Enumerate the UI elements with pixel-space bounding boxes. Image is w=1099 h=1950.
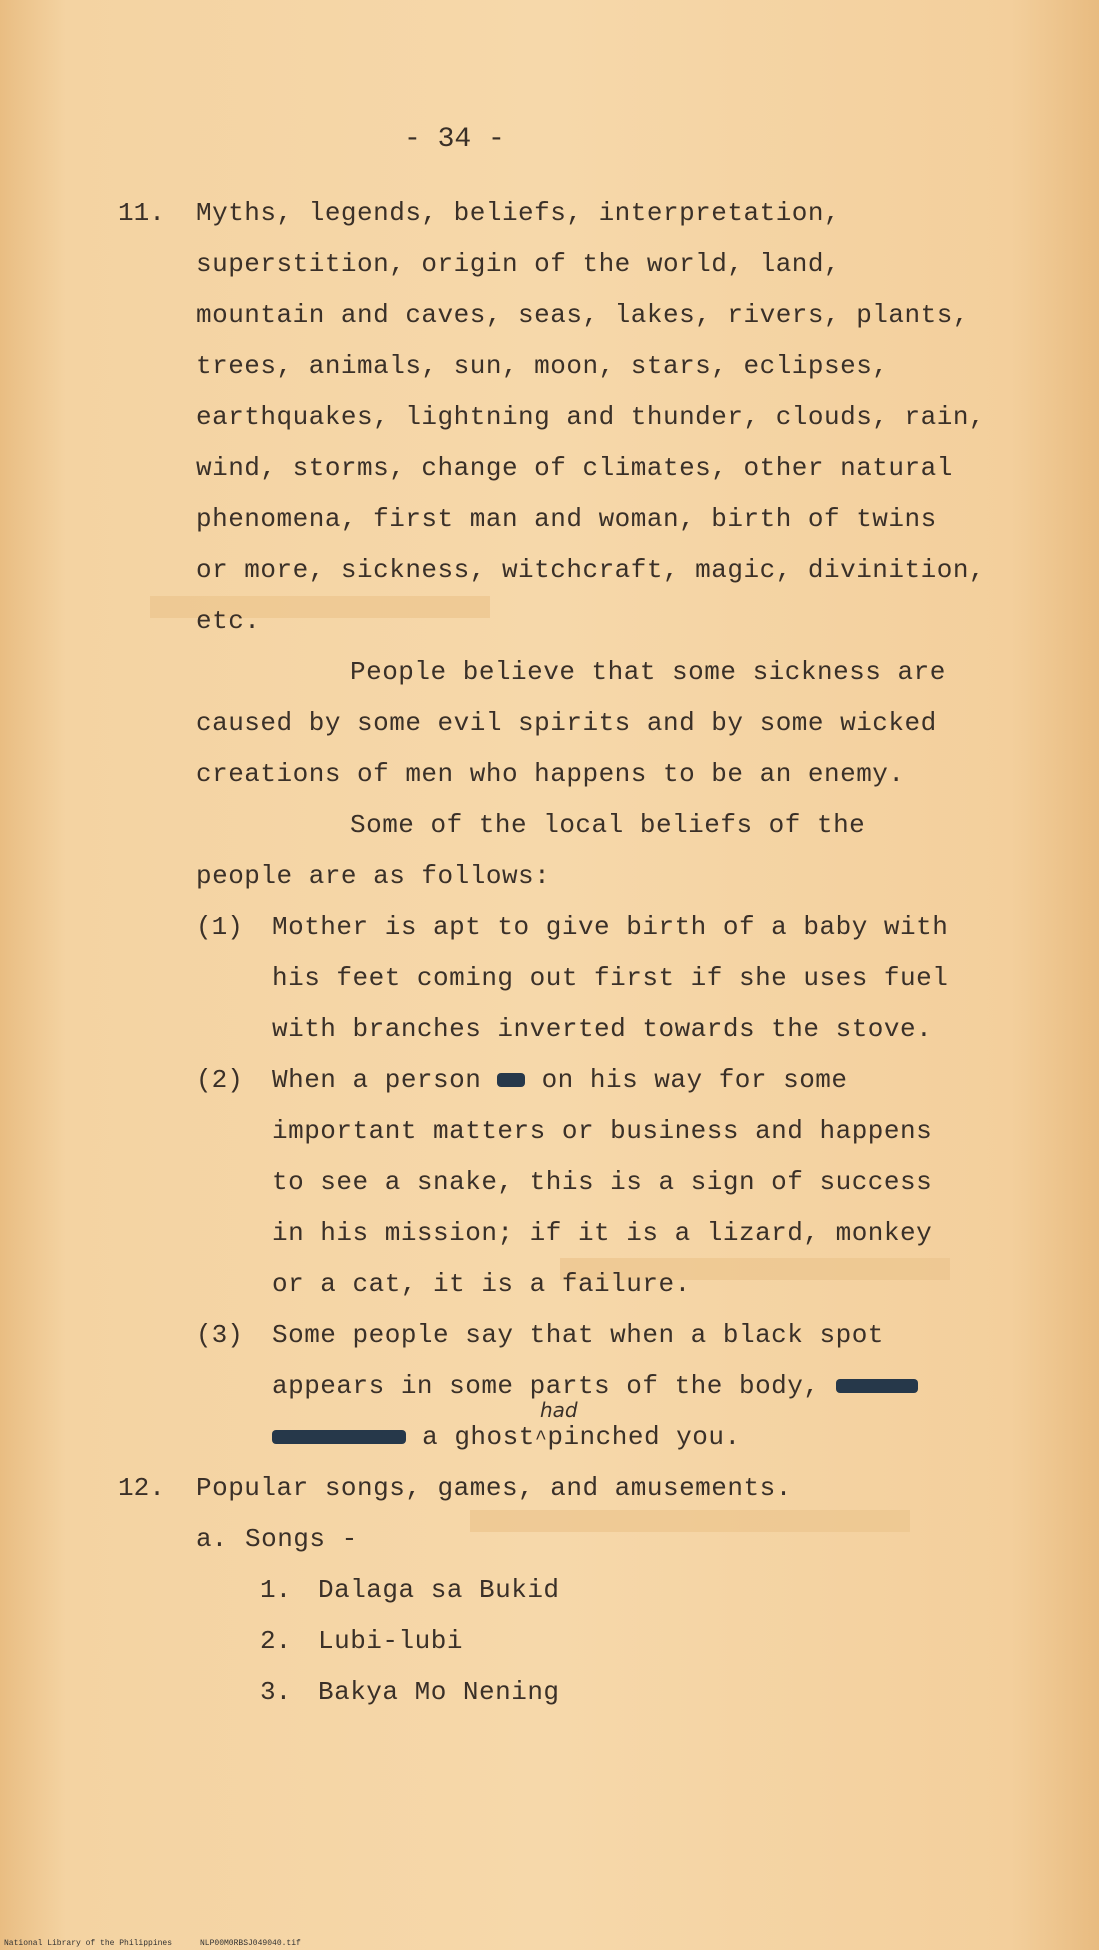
redaction-mark: [497, 1073, 525, 1087]
song-number: 2.: [260, 1626, 292, 1656]
page-number: - 34 -: [404, 124, 505, 155]
text-line: [272, 1422, 741, 1452]
text-fragment: appears in some parts of the body,: [272, 1371, 820, 1401]
song-number: 3.: [260, 1677, 292, 1707]
song-number: 1.: [260, 1575, 292, 1605]
belief-label: (1): [196, 912, 243, 942]
text-fragment: on his way for some: [541, 1065, 848, 1095]
insertion-caret: ^: [534, 1428, 548, 1451]
belief-label: (2): [196, 1065, 243, 1095]
section-number: 11.: [118, 198, 165, 228]
footer-filename: NLP00M0RBSJ049040.tif: [200, 1939, 301, 1948]
text-line: People believe that some sickness are: [350, 657, 946, 687]
section-title: Popular songs, games, and amusements.: [196, 1473, 792, 1503]
text-line: Some people say that when a black spot: [272, 1320, 884, 1350]
text-line: trees, animals, sun, moon, stars, eclipses,: [196, 351, 889, 381]
text-line: or a cat, it is a failure.: [272, 1269, 691, 1299]
text-line: Myths, legends, beliefs, interpretation,: [196, 198, 841, 228]
text-line: caused by some evil spirits and by some wicked: [196, 708, 937, 738]
text-fragment: pinched you.: [547, 1422, 741, 1452]
show-through-ghost: [470, 1510, 910, 1532]
text-line: phenomena, first man and woman, birth of twins: [196, 504, 937, 534]
text-line: [272, 1065, 848, 1095]
redaction-mark: [272, 1430, 406, 1444]
text-fragment: When a person: [272, 1065, 482, 1095]
text-line: mountain and caves, seas, lakes, rivers, plants,: [196, 300, 969, 330]
footer-source: National Library of the Philippines: [4, 1939, 173, 1948]
text-fragment: a ghost: [422, 1422, 535, 1452]
text-line: with branches inverted towards the stove.: [272, 1014, 933, 1044]
text-line: Some of the local beliefs of the: [350, 810, 866, 840]
song-title: Dalaga sa Bukid: [318, 1575, 560, 1605]
text-line: in his mission; if it is a lizard, monkey: [272, 1218, 933, 1248]
text-line: earthquakes, lightning and thunder, clouds, rain,: [196, 402, 986, 432]
text-line: to see a snake, this is a sign of success: [272, 1167, 933, 1197]
song-title: Bakya Mo Nening: [318, 1677, 560, 1707]
subsection-label: a.: [196, 1524, 228, 1554]
handwritten-insertion: had: [540, 1398, 578, 1422]
text-line: [272, 1371, 918, 1401]
text-line: wind, storms, change of climates, other natural: [196, 453, 953, 483]
text-line: important matters or business and happens: [272, 1116, 933, 1146]
subsection-title: Songs -: [245, 1524, 358, 1554]
text-line: superstition, origin of the world, land,: [196, 249, 841, 279]
text-line: or more, sickness, witchcraft, magic, divinition,: [196, 555, 986, 585]
text-line: people are as follows:: [196, 861, 551, 891]
text-line: etc.: [196, 606, 261, 636]
text-line: Mother is apt to give birth of a baby with: [272, 912, 949, 942]
section-number: 12.: [118, 1473, 165, 1503]
text-line: creations of men who happens to be an enemy.: [196, 759, 905, 789]
text-line: his feet coming out first if she uses fuel: [272, 963, 949, 993]
belief-label: (3): [196, 1320, 243, 1350]
song-title: Lubi-lubi: [318, 1626, 463, 1656]
redaction-mark: [836, 1379, 918, 1393]
